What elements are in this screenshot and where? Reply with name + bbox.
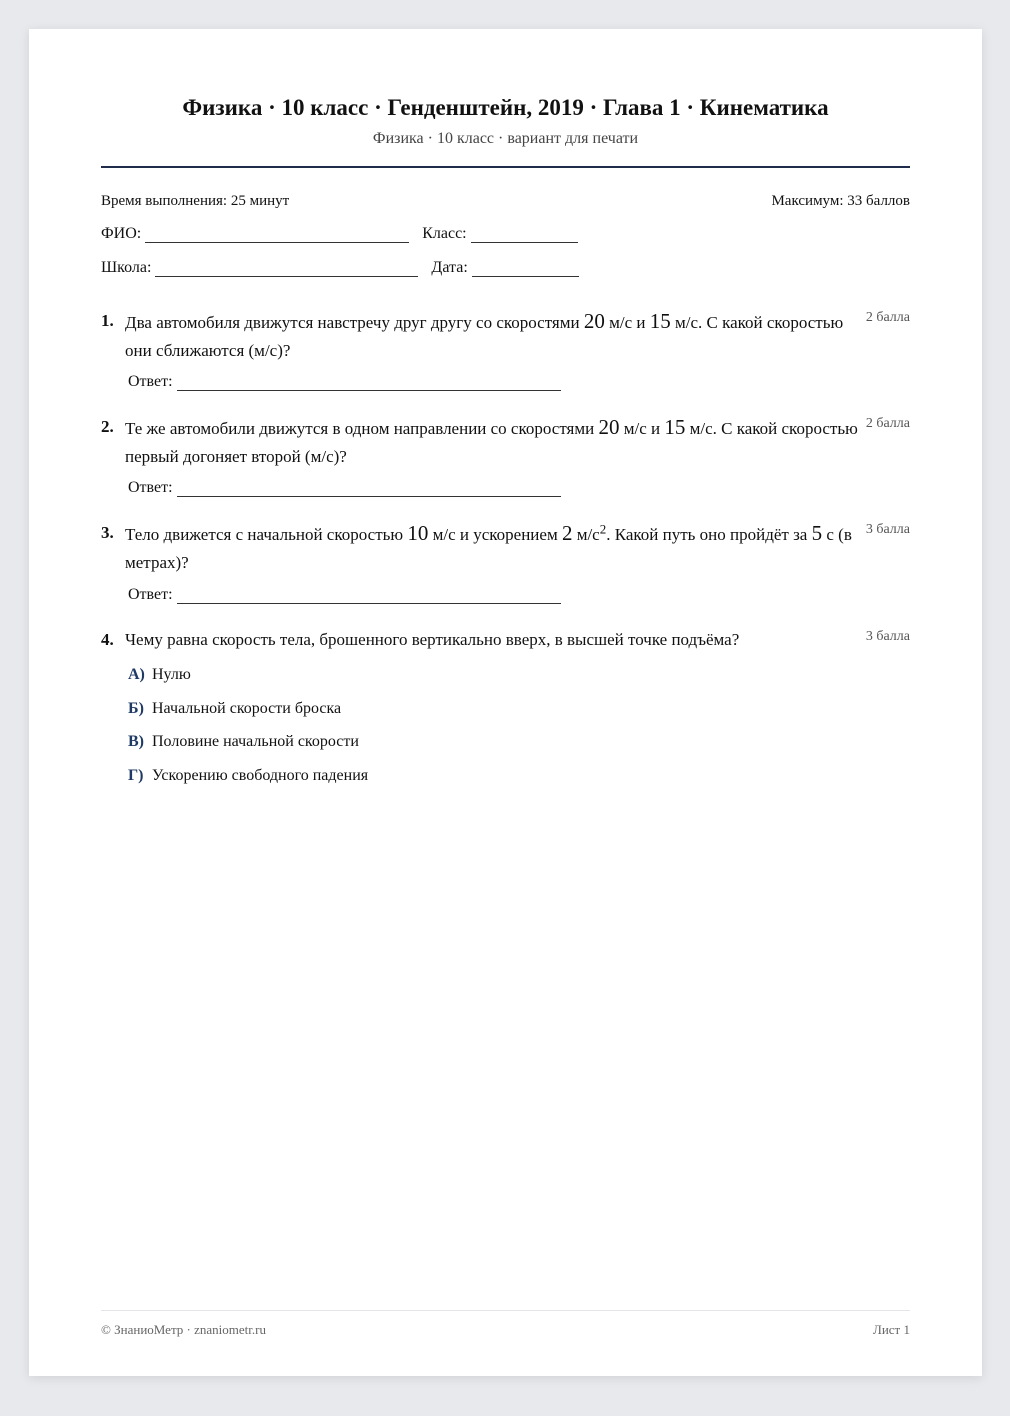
text-part: м/с и bbox=[604, 313, 650, 332]
text-part: м/с и ускорением bbox=[428, 525, 562, 544]
page-footer bbox=[101, 1322, 910, 1338]
exponent: 2 bbox=[599, 521, 607, 537]
page-subtitle: Физика · 10 класс · вариант для печати bbox=[372, 130, 639, 147]
answer-label: Ответ: bbox=[128, 373, 173, 390]
option-letter: Г) bbox=[128, 767, 144, 784]
page-title: Физика · 10 класс · Генденштейн, 2019 · Глава 1 · Кинематика bbox=[182, 95, 829, 120]
question-text bbox=[125, 519, 860, 577]
answer-row-3 bbox=[128, 586, 561, 604]
question-points: 3 балла bbox=[865, 522, 910, 537]
option-letter: Б) bbox=[128, 700, 144, 717]
question-number: 1. bbox=[101, 311, 114, 330]
meta-row bbox=[101, 193, 910, 210]
question-number: 4. bbox=[101, 630, 114, 649]
footer-divider bbox=[101, 1310, 910, 1311]
question-number: 2. bbox=[101, 417, 114, 436]
text-part: с (в метрах)? bbox=[125, 525, 852, 572]
text-part: м/с и bbox=[619, 419, 665, 438]
page-number: Лист 1 bbox=[873, 1322, 910, 1337]
text-part: м/с. С какой скоростью они сближаются (м/с)? bbox=[125, 313, 844, 360]
answer-field[interactable] bbox=[177, 374, 561, 391]
time-limit: Время выполнения: 25 минут bbox=[101, 193, 290, 209]
question-points: 3 балла bbox=[865, 629, 910, 644]
option-text: Ускорению свободного падения bbox=[152, 767, 369, 784]
option-b[interactable] bbox=[128, 700, 341, 718]
option-letter: В) bbox=[128, 733, 144, 750]
header-divider bbox=[101, 166, 910, 168]
answer-label: Ответ: bbox=[128, 479, 173, 496]
answer-label: Ответ: bbox=[128, 586, 173, 603]
class-field[interactable] bbox=[471, 226, 578, 243]
text-part: Два автомобиля движутся навстречу друг другу со скоростями bbox=[125, 313, 584, 332]
option-text: Половине начальной скорости bbox=[152, 733, 359, 750]
school-date-row bbox=[101, 259, 592, 277]
date-field[interactable] bbox=[472, 260, 579, 277]
page-content bbox=[101, 29, 910, 1376]
school-label: Школа: bbox=[101, 259, 152, 276]
max-score: Максимум: 33 баллов bbox=[771, 193, 910, 209]
number-value: 5 bbox=[811, 521, 823, 545]
footer-copyright: © ЗнаниоМетр · znaniometr.ru bbox=[101, 1322, 266, 1337]
text-part: Тело движется с начальной скоростью bbox=[125, 525, 408, 544]
answer-field[interactable] bbox=[177, 587, 561, 604]
question-points: 2 балла bbox=[865, 310, 910, 325]
text-part: м/с. С какой скоростью первый догоняет второй (м/с)? bbox=[125, 419, 858, 466]
text-part: Те же автомобили движутся в одном направлении со скоростями bbox=[125, 419, 599, 438]
number-value: 2 bbox=[561, 521, 573, 545]
option-c[interactable] bbox=[128, 733, 359, 751]
number-value: 10 bbox=[407, 521, 429, 545]
question-points: 2 балла bbox=[865, 416, 910, 431]
name-label: ФИО: bbox=[101, 225, 142, 242]
answer-row-1 bbox=[128, 373, 561, 391]
option-text: Начальной скорости броска bbox=[152, 700, 342, 717]
answer-row-2 bbox=[128, 479, 561, 497]
class-label: Класс: bbox=[422, 225, 467, 242]
option-d[interactable] bbox=[128, 767, 368, 785]
date-label: Дата: bbox=[431, 259, 468, 276]
answer-field[interactable] bbox=[177, 480, 561, 497]
question-text: Чему равна скорость тела, брошенного вертикально вверх, в высшей точке подъёма? bbox=[125, 630, 740, 649]
question-text bbox=[125, 413, 860, 471]
number-value: 15 bbox=[649, 309, 671, 333]
option-letter: А) bbox=[128, 666, 145, 683]
name-field[interactable] bbox=[145, 226, 409, 243]
number-value: 20 bbox=[583, 309, 605, 333]
text-part: . Какой путь оно пройдёт за bbox=[606, 525, 812, 544]
text-part: м/с bbox=[572, 525, 600, 544]
number-value: 15 bbox=[664, 415, 686, 439]
name-class-row bbox=[101, 225, 591, 243]
question-text bbox=[125, 307, 860, 365]
option-a[interactable] bbox=[128, 666, 191, 684]
worksheet-page bbox=[29, 29, 982, 1376]
question-number: 3. bbox=[101, 523, 114, 542]
option-text: Нулю bbox=[152, 666, 191, 683]
school-field[interactable] bbox=[155, 260, 418, 277]
number-value: 20 bbox=[598, 415, 620, 439]
